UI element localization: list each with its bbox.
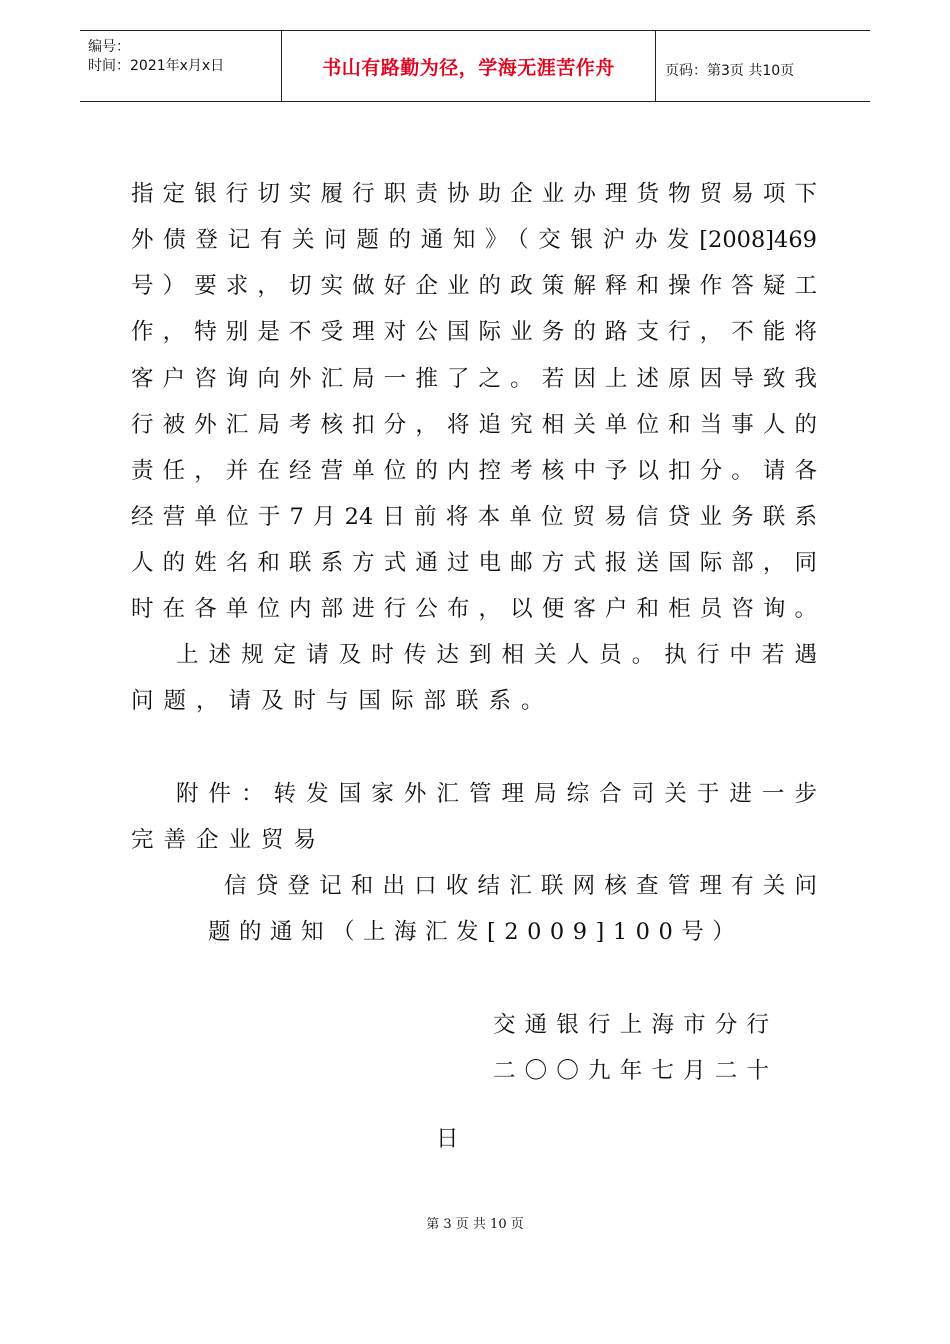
motto-text: 书山有路勤为径，学海无涯苦作舟 xyxy=(322,57,615,79)
page-code: 页码：第3页 共10页 xyxy=(665,63,795,79)
body-line: 问题，请及时与国际部联系。 xyxy=(131,688,554,714)
body-line: 指定银行切实履行职责协助企业办理货物贸易项下 xyxy=(131,181,817,207)
time-label: 时间：2021年x月x日 xyxy=(88,58,225,74)
body-line: 经营单位于7月24日前将本单位贸易信贷业务联系 xyxy=(131,504,817,530)
body-line: 人的姓名和联系方式通过电邮方式报送国际部，同 xyxy=(131,550,817,576)
header-motto-cell xyxy=(281,31,656,101)
header-page-cell xyxy=(655,31,870,101)
number-label: 编号： xyxy=(88,39,130,55)
signature-org: 交通银行上海市分行 xyxy=(493,1012,769,1038)
attachment-line: 附件：转发国家外汇管理局综合司关于进一步 xyxy=(176,781,817,807)
attachment-line: 信贷登记和出口收结汇联网核查管理有关问 xyxy=(224,873,817,899)
body-line: 行被外汇局考核扣分，将追究相关单位和当事人的 xyxy=(131,412,817,438)
body-line: 上述规定请及时传达到相关人员。执行中若遇 xyxy=(176,642,817,668)
body-line: 时在各单位内部进行公布，以便客户和柜员咨询。 xyxy=(131,596,817,622)
page-footer: 第 3 页 共 10 页 xyxy=(426,1217,524,1232)
signature-date-day: 日 xyxy=(436,1126,459,1152)
body-line: 外债登记有关问题的通知》（交银沪办发[2008]469 xyxy=(131,227,817,253)
body-line: 作，特别是不受理对公国际业务的路支行，不能将 xyxy=(131,319,817,345)
header-meta-cell xyxy=(80,31,281,101)
attachment-line: 题的通知（上海汇发[2009]100号） xyxy=(208,919,744,945)
signature-date: 二〇〇九年七月二十 xyxy=(493,1058,769,1084)
body-line: 号）要求，切实做好企业的政策解释和操作答疑工 xyxy=(131,273,817,299)
body-line: 客户咨询向外汇局一推了之。若因上述原因导致我 xyxy=(131,366,817,392)
attachment-line: 完善企业贸易 xyxy=(131,827,327,853)
document-header xyxy=(80,30,870,102)
body-line: 责任，并在经营单位的内控考核中予以扣分。请各 xyxy=(131,458,817,484)
